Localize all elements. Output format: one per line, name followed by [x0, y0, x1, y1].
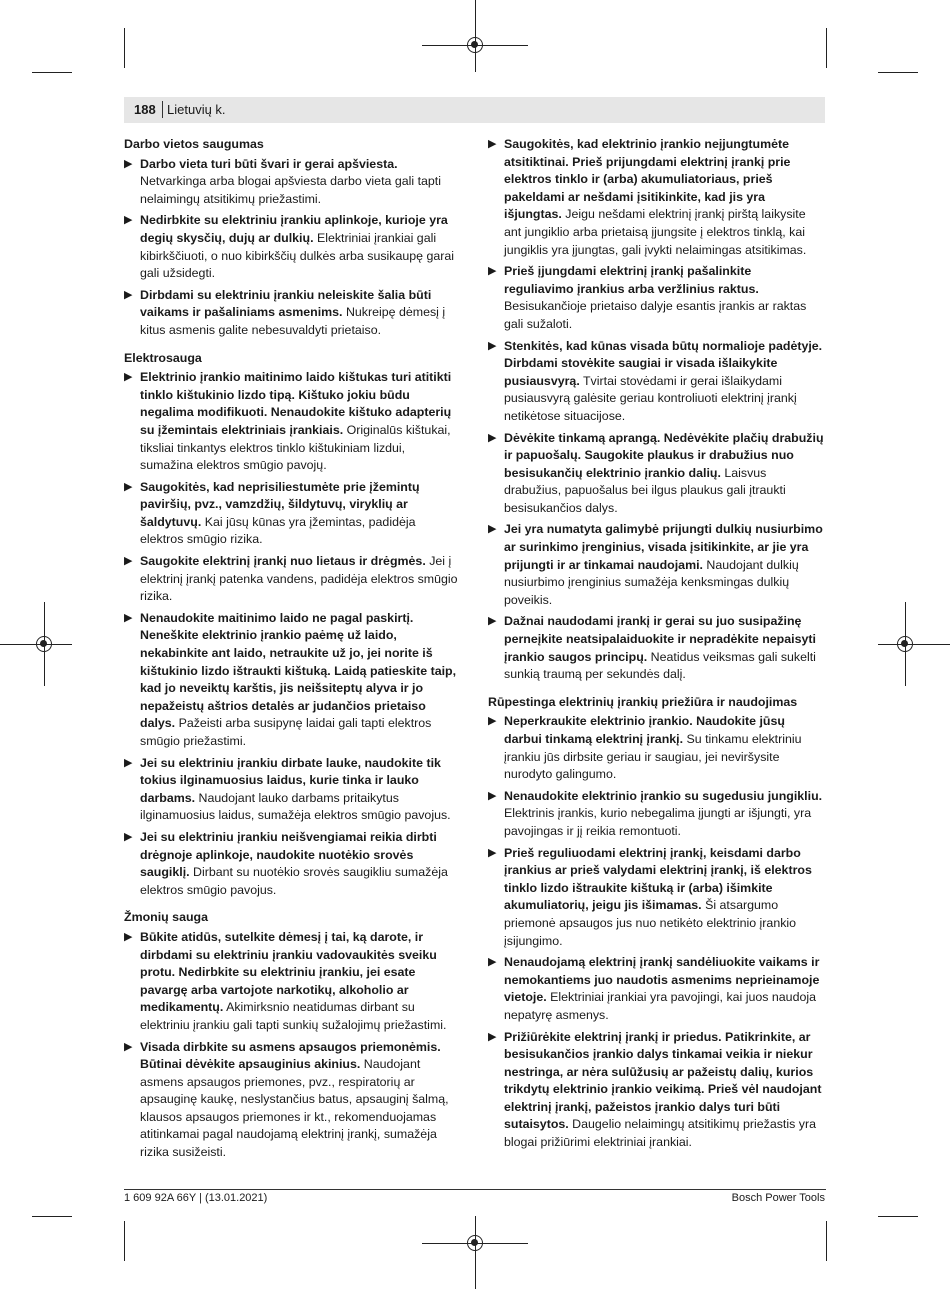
safety-item-bold: Jei su elektriniu įrankiu neišvengiamai reikia dirbti drėgnoje aplinkoje, naudokite nuotėkio srovės saugiklį.	[140, 829, 437, 880]
registration-target-right-icon	[897, 636, 913, 652]
crop-mark-br-v	[826, 1221, 827, 1261]
safety-item-text: Elektriniai įrankiai yra pavojingi, kai juos naudoja nepatyrę asmenys.	[504, 990, 816, 1022]
safety-item-text: Elektrinis įrankis, kurio nebegalima įjungti ar išjungti, yra pavojingas ir jį reikia remontuoti.	[504, 806, 812, 838]
safety-item-bold: Saugokitės, kad neprisiliestumėte prie įžemintų paviršių, pvz., vamzdžių, šildytuvų, viryklių ar šaldytuvų.	[140, 479, 420, 529]
safety-item-bold: Dėvėkite tinkamą aprangą. Nedėvėkite plačių drabužių ir papuošalų. Saugokite plaukus ir drabužius nuo besisukančių elektrinio įrankio dalių.	[504, 430, 824, 480]
safety-item-bold: Nenaudokite maitinimo laido ne pagal paskirtį. Neneškite elektrinio įrankio paėmę už laido, nekabinkite ant laido, netraukite už jo, jei norite iš kištukinio lizdo ištraukti kištuką. Laidą patieskite taip, kad jo neveiktų karštis, jis neišsiteptų alyva ir jo nepažeistų aštrios detalės ar judančios prietaiso dalys.	[140, 610, 457, 731]
safety-item-text: Elektriniai įrankiai gali kibirkščiuoti, o nuo kibirkščių dulkės arba susikaupę garai gali užsidegti.	[140, 230, 455, 281]
safety-item	[488, 613, 824, 683]
safety-item-bold: Stenkitės, kad kūnas visada būtų normalioje padėtyje. Dirbdami stovėkite saugiai ir visada išlaikykite pusiausvyrą.	[504, 338, 823, 388]
bullet-triangle-icon: ▶	[488, 846, 497, 859]
footer-brand: Bosch Power Tools	[731, 1192, 825, 1204]
safety-item	[124, 212, 460, 282]
safety-item-bold: Jei su elektriniu įrankiu dirbate lauke, naudokite tik tokius ilginamuosius laidus, kurie tinka ir lauko darbams.	[140, 755, 441, 805]
bullet-triangle-icon: ▶	[124, 830, 133, 843]
registration-right-line-h	[878, 644, 950, 645]
bullet-triangle-icon: ▶	[488, 789, 497, 802]
safety-item	[124, 829, 460, 899]
registration-target-left-icon	[36, 636, 52, 652]
safety-item-bold: Nenaudokite elektrinio įrankio su sugedusiu jungikliu.	[504, 788, 823, 803]
safety-item-text: Daugelio nelaimingų atsitikimų priežastis yra blogai prižiūrimi elektriniai įrankiai.	[504, 1117, 816, 1150]
safety-item-bold: Būkite atidūs, sutelkite dėmesį į tai, ką darote, ir dirbdami su elektriniu įrankiu vadovaukitės sveiku protu. Nedirbkite su elektriniu įrankiu, jei esate pavargę arba vartojote narkotikų, alkoholio ar medikamentų.	[140, 929, 437, 1015]
safety-item-text: Laisvus drabužius, papuošalus bei ilgus plaukus gali įtraukti besisukančios dalys.	[504, 465, 786, 515]
bullet-triangle-icon: ▶	[488, 265, 497, 278]
bullet-triangle-icon: ▶	[124, 480, 133, 493]
section-heading: Elektrosauga	[124, 350, 202, 365]
safety-item	[488, 788, 824, 841]
section-heading: Darbo vietos saugumas	[124, 137, 264, 151]
safety-item-bold: Prieš reguliuodami elektrinį įrankį, keisdami darbo įrankius ar prieš valydami elektrinį įrankį, iš elektros tinklo lizdo ištraukite kištuką ir (arba) išimkite akumuliatorių, jeigu jis išimamas.	[504, 845, 812, 913]
safety-item-text: Su tinkamu elektriniu įrankiu jūs dirbsite geriau ir saugiau, jei neviršysite nurodyto galingumo.	[504, 732, 802, 782]
registration-target-top-icon	[467, 37, 483, 53]
safety-item-bold: Neperkraukite elektrinio įrankio. Naudokite jūsų darbui tinkamą elektrinį įrankį.	[504, 714, 785, 746]
safety-item	[124, 755, 460, 825]
bullet-triangle-icon: ▶	[488, 1030, 497, 1043]
left-column	[124, 136, 460, 1166]
safety-item-text: Naudojant asmens apsaugos priemones, pvz., respiratorių ar apsauginę kaukę, neslystančius batus, apsauginį šalmą, klausos apsaugos priemones ir kt., rekomenduojamas atitinkamai pagal naudojamą elektrinį įrankį, sumažėja rizika susižeisti.	[140, 1057, 449, 1160]
bullet-triangle-icon: ▶	[124, 930, 133, 943]
safety-item-text: Jei į elektrinį įrankį patenka vandens, padidėja elektros smūgio rizika.	[140, 554, 458, 604]
safety-item-text: Kai jūsų kūnas yra įžemintas, padidėja elektros smūgio rizika.	[140, 514, 416, 547]
safety-item	[488, 954, 824, 1024]
safety-item-bold: Jei yra numatyta galimybė prijungti dulkių nusiurbimo ar surinkimo įrenginius, visada įsitikinkite, ar jie yra prijungti ir ar tinkamai naudojami.	[504, 522, 823, 572]
bullet-triangle-icon: ▶	[124, 288, 133, 301]
bullet-triangle-icon: ▶	[124, 1040, 133, 1053]
safety-item	[488, 263, 824, 333]
safety-item-text: Dirbant su nuotėkio srovės saugikliu sumažėja elektros smūgio pavojus.	[140, 865, 448, 897]
bullet-triangle-icon: ▶	[488, 523, 497, 536]
safety-item-text: Neatidus veiksmas gali sukelti sunkią traumą per sekundės dalį.	[504, 649, 816, 682]
safety-item	[488, 1029, 824, 1152]
bullet-triangle-icon: ▶	[488, 339, 497, 352]
header-language: Lietuvių k.	[167, 102, 226, 117]
safety-item	[488, 713, 824, 783]
safety-item	[488, 136, 824, 259]
safety-item-text: Originalūs kištukai, tiksliai tinkantys elektros tinklo kištukiniam lizdui, sumažina elektros smūgio pavojų.	[140, 422, 451, 473]
safety-item	[124, 369, 460, 475]
crop-mark-tr-v	[826, 28, 827, 68]
safety-item-bold: Dirbdami su elektriniu įrankiu neleiskite šalia būti vaikams ir pašaliniams asmenims.	[140, 287, 432, 320]
section-heading: Rūpestinga elektrinių įrankių priežiūra ir naudojimas	[488, 694, 798, 709]
bullet-triangle-icon: ▶	[124, 157, 133, 170]
safety-item	[124, 1039, 460, 1162]
safety-item-text: Naudojant lauko darbams pritaikytus ilginamuosius laidus, sumažėja elektros smūgio pavojus.	[140, 790, 451, 823]
page-number: 188	[134, 102, 156, 117]
safety-item	[124, 156, 460, 209]
section-heading: Žmonių sauga	[124, 910, 208, 925]
safety-item-bold: Nenaudojamą elektrinį įrankį sandėliuokite vaikams ir nemokantiems juo naudotis asmenims neprieinamoje vietoje.	[504, 955, 820, 1005]
safety-item	[124, 553, 460, 606]
safety-item	[124, 479, 460, 549]
bullet-triangle-icon: ▶	[488, 138, 497, 150]
safety-item-text: Pažeisti arba susipynę laidai gali tapti elektros smūgio priežastimi.	[140, 716, 432, 748]
bullet-triangle-icon: ▶	[488, 431, 497, 444]
crop-mark-bl-v	[124, 1221, 125, 1261]
crop-mark-tl-h	[32, 72, 72, 73]
safety-item-text: Netvarkinga arba blogai apšviesta darbo vieta gali tapti nelaimingų atsitikimų priežastimi.	[140, 174, 441, 206]
safety-item-bold: Visada dirbkite su asmens apsaugos priemonėmis. Būtinai dėvėkite apsauginius akinius.	[140, 1039, 441, 1072]
safety-item	[488, 845, 824, 951]
bullet-triangle-icon: ▶	[124, 555, 133, 568]
safety-item-text: Akimirksnio neatidumas dirbant su elektriniu įrankiu gali tapti sunkių sužalojimų priežastimi.	[140, 1000, 447, 1032]
bullet-triangle-icon: ▶	[124, 214, 133, 227]
bullet-triangle-icon: ▶	[488, 715, 497, 728]
safety-item-bold: Elektrinio įrankio maitinimo laido kištukas turi atitikti tinklo kištukinio lizdo tipą. Kištuko jokiu būdu negalima modifikuoti. Nenaudokite kištuko adapterių su įžemintais elektriniais įrankiais.	[140, 370, 452, 437]
footer-rule	[124, 1189, 826, 1190]
registration-target-bottom-icon	[467, 1235, 483, 1251]
safety-item-text: Naudojant dulkių nusiurbimo įrenginius sumažėja kenksmingas dulkių poveikis.	[504, 557, 799, 607]
registration-top-line-v	[475, 0, 476, 72]
safety-item	[124, 929, 460, 1035]
safety-item-text: Ši atsargumo priemonė apsaugos jus nuo netikėto elektrinio įrankio įsijungimo.	[504, 898, 797, 948]
bullet-triangle-icon: ▶	[124, 756, 133, 769]
safety-item-bold: Prieš įjungdami elektrinį įrankį pašalinkite reguliavimo įrankius arba veržlinius raktus.	[504, 264, 759, 296]
safety-item-bold: Darbo vieta turi būti švari ir gerai apšviesta.	[140, 156, 398, 171]
footer-doc-id: 1 609 92A 66Y | (13.01.2021)	[124, 1192, 268, 1204]
safety-item	[488, 338, 824, 426]
safety-item-text: Tvirtai stovėdami ir gerai išlaikydami pusiausvyrą galėsite geriau kontroliuoti elektrinį įrankį netikėtose situacijose.	[504, 373, 797, 423]
safety-item	[488, 521, 824, 609]
bullet-triangle-icon: ▶	[124, 611, 133, 624]
safety-item-bold: Nedirbkite su elektriniu įrankiu aplinkoje, kurioje yra degių skysčių, dujų ar dulkių.	[140, 213, 448, 245]
safety-item-text: Besisukančioje prietaiso dalyje esantis įrankis ar raktas gali sužaloti.	[504, 299, 807, 331]
safety-item-text: Jeigu nešdami elektrinį įrankį pirštą laikysite ant jungiklio arba prietaisą įjungsite į elektros tinklą, kai jungiklis yra įjungtas, gali įvykti nelaimingas atsitikimas.	[504, 207, 807, 257]
safety-item	[124, 287, 460, 340]
crop-mark-tr-h	[878, 72, 918, 73]
safety-item-bold: Saugokite elektrinį įrankį nuo lietaus ir drėgmės.	[140, 554, 426, 569]
registration-bottom-line-v	[475, 1216, 476, 1289]
safety-item-bold: Saugokitės, kad elektrinio įrankio neįjungtumėte atsitiktinai. Prieš prijungdami elektrinį įrankį prie elektros tinklo ir (arba) akumuliatoriaus, prieš pakeldami ar nešdami įsitikinkite, kad jis yra išjungtas.	[504, 137, 791, 222]
safety-item-bold: Prižiūrėkite elektrinį įrankį ir priedus. Patikrinkite, ar besisukančios įrankio dalys tinkamai veikia ir niekur nestringa, ar nėra sulūžusių ar pažeistų dalių, kurios trikdytų elektrinio įrankio veikimą. Prieš vėl naudojant elektrinį įrankį, pažeistos įrankio dalys turi būti sutaisytos.	[504, 1029, 822, 1132]
safety-item	[124, 610, 460, 751]
crop-mark-br-h	[878, 1216, 918, 1217]
bullet-triangle-icon: ▶	[488, 956, 497, 969]
right-column	[488, 136, 824, 1156]
page-header	[124, 97, 825, 123]
safety-item	[488, 430, 824, 518]
bullet-triangle-icon: ▶	[488, 615, 497, 628]
safety-item-text: Nukreipę dėmesį į kitus asmenis galite nebesuvaldyti prietaiso.	[140, 305, 446, 337]
safety-item-bold: Dažnai naudodami įrankį ir gerai su juo susipažinę perneįkite neatsipalaiduokite ir nepradėkite nepaisyti įrankio saugos principų.	[504, 614, 816, 664]
crop-mark-tl-v	[124, 28, 125, 68]
header-separator	[162, 101, 163, 118]
crop-mark-bl-h	[32, 1216, 72, 1217]
bullet-triangle-icon: ▶	[124, 371, 133, 384]
